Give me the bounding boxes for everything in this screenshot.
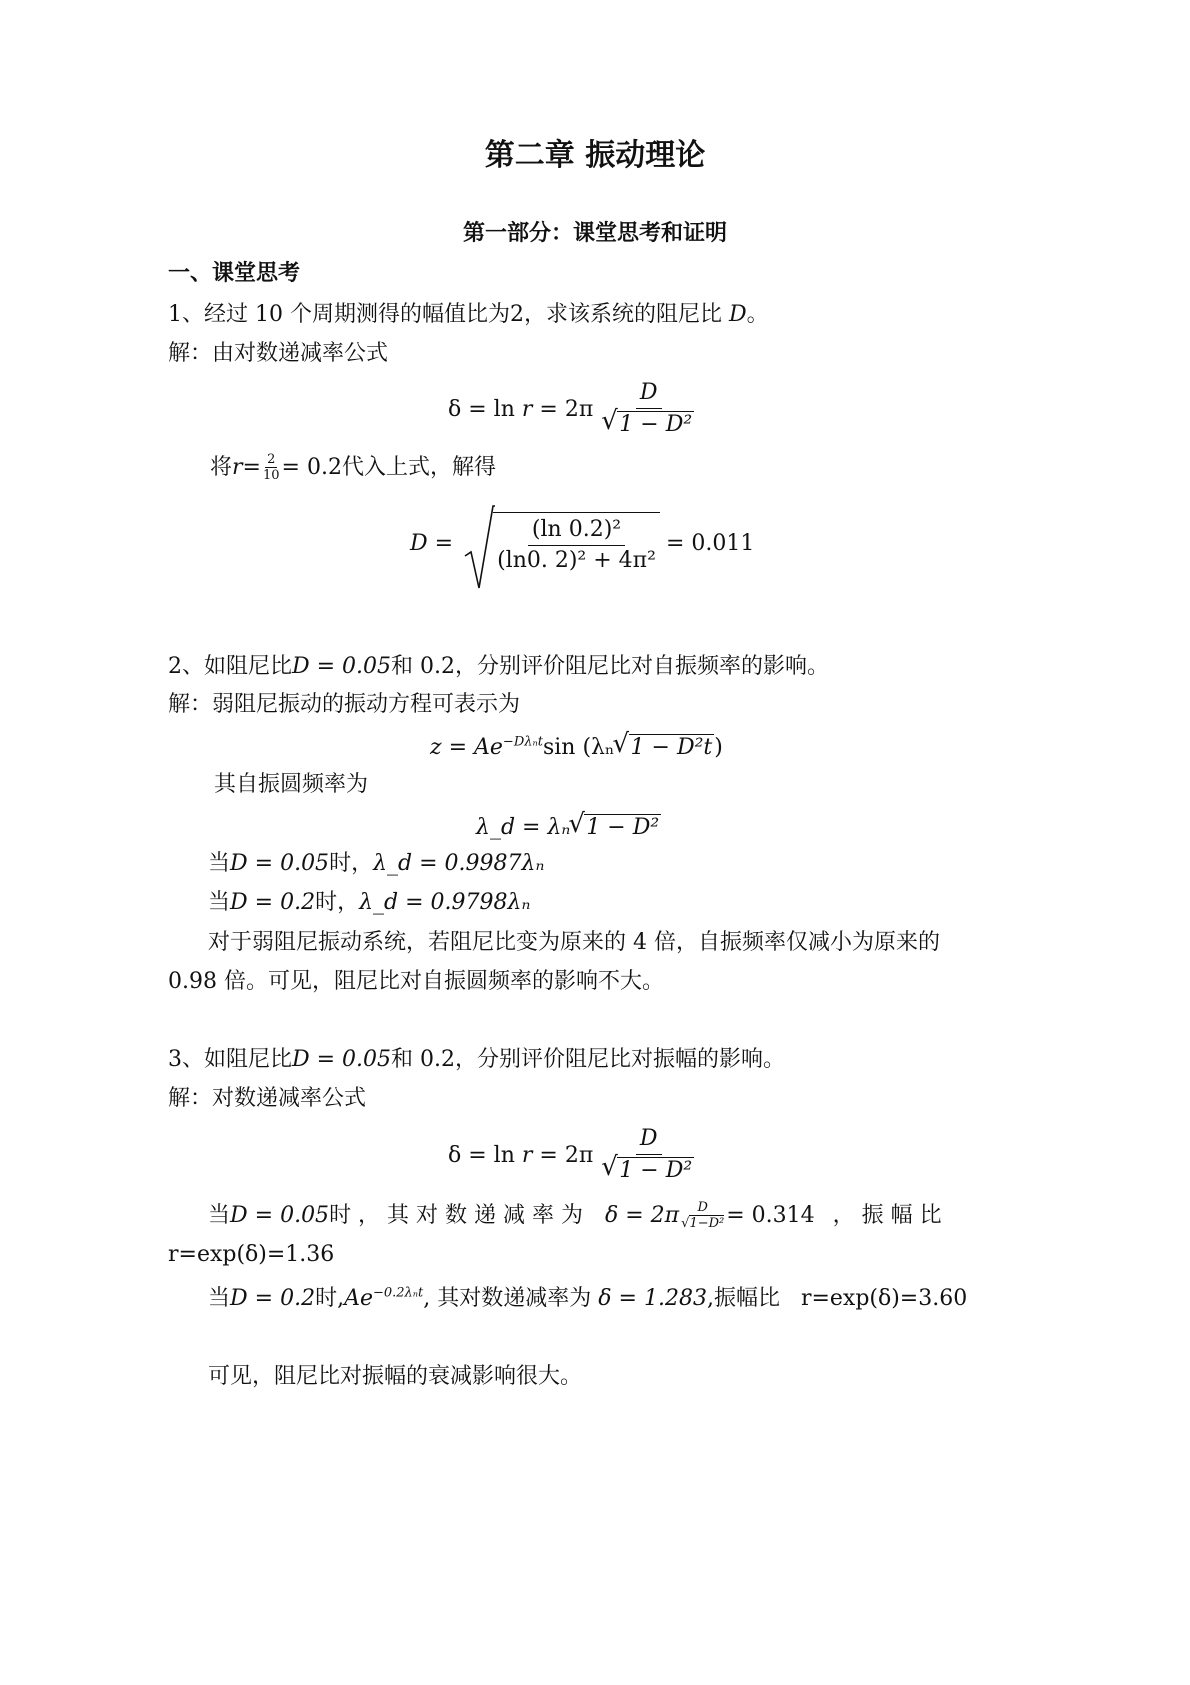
q3-case1-num: D (697, 1200, 708, 1215)
q3-question (168, 1045, 785, 1075)
q3-case1-den: 1−D² (689, 1216, 725, 1231)
q3-case2-tail: ,振幅比 (706, 1286, 780, 1311)
q3-case2-text: , 其对数递减率为 (423, 1286, 592, 1311)
q1-sub-fraction (261, 452, 282, 483)
q3-case1-tail: ， 振 幅 比 (832, 1202, 942, 1228)
q2-eq-main: z = Ae (430, 735, 503, 760)
q1-result-rhs: = 0.011 (665, 530, 755, 556)
q3-log-decrement-formula (448, 1126, 698, 1184)
q3-case1-text: 时 ， 其 对 数 递 减 率 为 (329, 1202, 584, 1228)
q2-eq-close: ) (714, 735, 723, 760)
q1-solution-intro: 解：由对数递减率公式 (168, 341, 389, 366)
q3-case2-delta: δ = 1.283 (598, 1286, 707, 1311)
q3-formula-fraction (599, 1126, 698, 1184)
q3-question-suffix: 和 0.2，分别评价阻尼比对振幅的影响。 (391, 1047, 786, 1072)
q2-solution-intro: 解：弱阻尼振动的振动方程可表示为 (168, 692, 521, 717)
q2-freq-intro: 其自振圆频率为 (214, 772, 369, 797)
q2-eq-sqrt: √ 1 − D²t (629, 734, 715, 761)
q3-case2-ratio: r=exp(δ)=3.60 (800, 1286, 968, 1311)
q3-conclusion: 可见，阻尼比对振幅的衰减影响很大。 (208, 1364, 583, 1389)
q3-case1-line2: r=exp(δ)=1.36 (168, 1242, 335, 1267)
q2-freq-sqrt: √ 1 − D² (584, 814, 661, 841)
q2-question-prefix: 2、如阻尼比 (168, 654, 292, 679)
q2-question-math: D = 0.05 (292, 654, 392, 679)
q3-formula-r: r (521, 1142, 533, 1168)
q1-formula-num: D (636, 380, 662, 409)
q2-eq-sin: sin (λₙ (542, 735, 615, 760)
q1-sub-num: 2 (267, 452, 276, 467)
q2-freq-lhs: λ_d = λₙ (476, 815, 571, 840)
q1-question-suffix: 。 (746, 302, 769, 327)
q3-formula-eq: = 2π (539, 1142, 594, 1168)
q1-formula-den: √ 1 − D² (617, 411, 694, 438)
q1-result-den: (ln0. 2)² + 4π² (497, 548, 656, 573)
q3-formula-den: √ 1 − D² (617, 1157, 694, 1184)
q2-eq-exp: −Dλₙt (502, 734, 543, 750)
q2-damped-freq-formula (476, 814, 661, 841)
q2-case2-math: D = 0.2 (230, 890, 316, 915)
q1-formula-eq: = 2π (539, 396, 594, 422)
q1-sub-suffix: = 0.2代入上式，解得 (281, 454, 496, 480)
q3-case1-prefix: 当 (208, 1202, 231, 1228)
q2-case1-math: D = 0.05 (230, 851, 330, 876)
q2-case1-result: λ_d = 0.9987λₙ (373, 851, 545, 876)
q3-question-math: D = 0.05 (292, 1047, 392, 1072)
part-title: 第一部分：课堂思考和证明 (462, 220, 727, 246)
q1-formula-lhs: δ = ln (448, 396, 515, 422)
q2-case2 (208, 888, 530, 918)
q3-case2-mid: 时, (315, 1286, 345, 1311)
q1-result-fraction (493, 517, 660, 574)
chapter-title: 第二章 振动理论 (484, 138, 706, 173)
q3-case2-prefix: 当 (208, 1286, 231, 1311)
q2-question (168, 652, 829, 682)
q1-question (168, 300, 769, 330)
q1-formula-r: r (521, 396, 533, 422)
q1-result-sqrt (493, 512, 660, 574)
q1-substitution (210, 452, 496, 483)
q2-conclusion-line1: 对于弱阻尼振动系统，若阻尼比变为原来的 4 倍，自振频率仅减小为原来的 (208, 930, 940, 955)
q1-question-prefix: 1、经过 10 个周期测得的幅值比为2，求该系统的阻尼比 (168, 302, 729, 327)
q3-case1 (208, 1200, 942, 1231)
q3-question-prefix: 3、如阻尼比 (168, 1047, 292, 1072)
q1-result-lhs: D = (410, 530, 454, 556)
q2-case2-result: λ_d = 0.9798λₙ (359, 890, 531, 915)
q3-formula-num: D (636, 1126, 662, 1155)
section-title: 一、课堂思考 (168, 260, 301, 286)
q1-sub-var: r (232, 454, 243, 480)
q3-case2-expr: Ae (344, 1286, 373, 1311)
q1-sub-prefix: 将 (210, 454, 233, 480)
q1-result-formula (410, 512, 754, 574)
q2-case1 (208, 849, 544, 879)
radical-sign-icon (463, 504, 495, 592)
q3-case1-delta: δ = 2π (605, 1202, 680, 1228)
q3-case1-rhs: = 0.314 (726, 1202, 815, 1228)
q3-case1-math: D = 0.05 (230, 1202, 330, 1228)
q3-formula-lhs: δ = ln (448, 1142, 515, 1168)
q3-case2 (208, 1284, 967, 1314)
q1-sub-eq: = (242, 454, 261, 480)
q2-case2-mid: 时， (315, 890, 360, 915)
q1-result-num: (ln 0.2)² (528, 517, 625, 546)
q1-question-var: D (728, 302, 747, 327)
q3-case2-math: D = 0.2 (230, 1286, 316, 1311)
q2-conclusion-line2: 0.98 倍。可见，阻尼比对自振圆频率的影响不大。 (168, 969, 664, 994)
q3-solution-intro: 解：对数递减率公式 (168, 1086, 367, 1111)
q2-case1-prefix: 当 (208, 851, 231, 876)
q2-case1-mid: 时， (329, 851, 374, 876)
q3-case2-exp: −0.2λₙt (372, 1285, 424, 1301)
q2-question-suffix: 和 0.2，分别评价阻尼比对自振频率的影响。 (391, 654, 830, 679)
q1-formula-fraction (599, 380, 698, 438)
q1-sub-den: 10 (262, 468, 280, 483)
q2-vibration-equation (430, 734, 723, 761)
q1-log-decrement-formula (448, 380, 698, 438)
q3-case1-fraction: $\frac{D}{\text{√1−D²}}$ (681, 1200, 725, 1231)
q2-case2-prefix: 当 (208, 890, 231, 915)
